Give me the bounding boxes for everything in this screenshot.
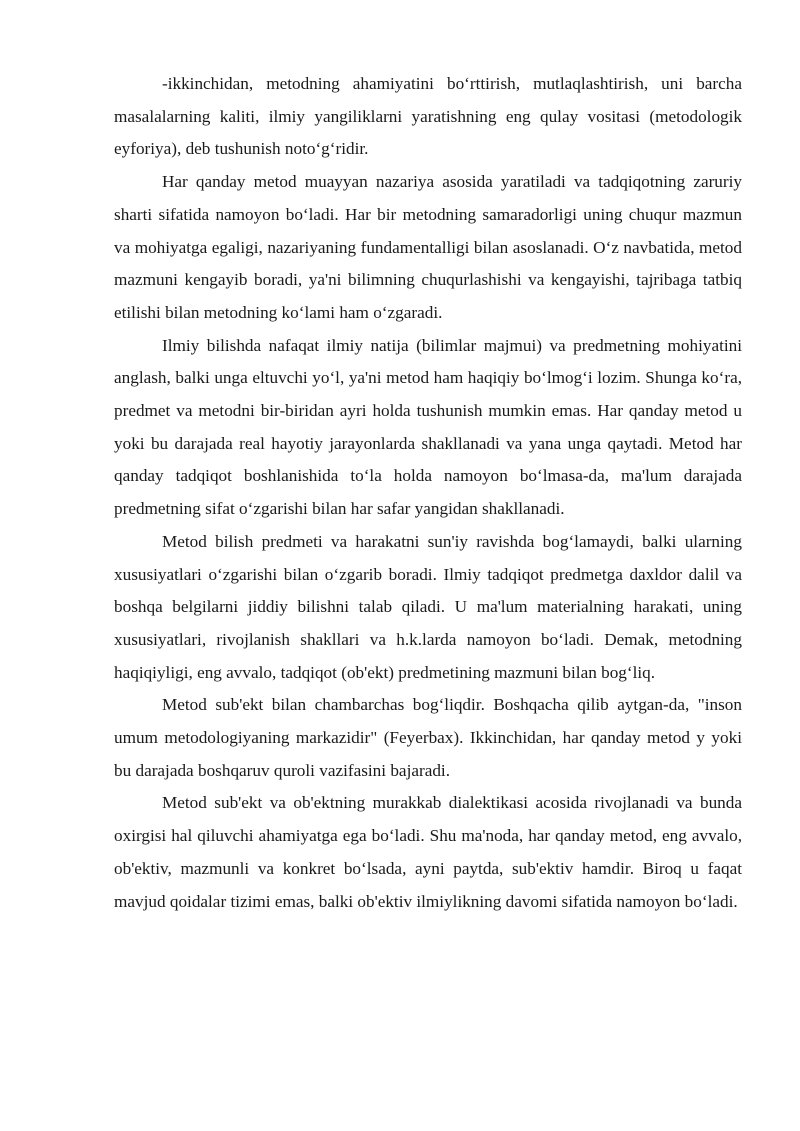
paragraph: Har qanday metod muayyan nazariya asosida yaratiladi va tadqiqotning zaruriy sharti sifatida namoyon bo‘ladi. Har bir metodning samaradorligi uning chuqur mazmun va mohiyatga egaligi, nazariyaning fundamentalligi bilan asoslanadi. O‘z navbatida, metod mazmuni kengayib boradi, ya'ni bilimning chuqurlashishi va kengayishi, tajribaga tatbiq etilishi bilan metodning ko‘lami ham o‘zgaradi. xyxy=(114,172,742,322)
paragraph: Metod sub'ekt va ob'ektning murakkab dialektikasi acosida rivojlanadi va bunda oxirgisi hal qiluvchi ahamiyatga ega bo‘ladi. Shu ma'noda, har qanday metod, eng avvalo, ob'ektiv, mazmunli va konkret bo‘lsada, ayni paytda, sub'ektiv hamdir. Biroq u faqat mavjud qoidalar tizimi emas, balki ob'ektiv ilmiylikning davomi sifatida namoyon bo‘ladi. xyxy=(114,793,742,911)
paragraph: -ikkinchidan, metodning ahamiyatini bo‘rttirish, mutlaqlashtirish, uni barcha masalalarning kaliti, ilmiy yangiliklarni yaratishning eng qulay vositasi (metodologik eyforiya), deb tushunish noto‘g‘ridir. xyxy=(114,74,742,159)
paragraph: Metod sub'ekt bilan chambarchas bog‘liqdir. Boshqacha qilib aytgan-da, "inson umum metodologiyaning markazidir" (Feyerbax). Ikkinchidan, har qanday metod y yoki bu darajada boshqaruv quroli vazifasini bajaradi. xyxy=(114,695,742,780)
paragraph: Ilmiy bilishda nafaqat ilmiy natija (bilimlar majmui) va predmetning mohiyatini anglash, balki unga eltuvchi yo‘l, ya'ni metod ham haqiqiy bo‘lmog‘i lozim. Shunga ko‘ra, predmet va metodni bir-biridan ayri holda tushunish mumkin emas. Har qanday metod u yoki bu darajada real hayotiy jarayonlarda shakllanadi va yana unga qaytadi. Metod har qanday tadqiqot boshlanishida to‘la holda namoyon bo‘lmasa-da, ma'lum darajada predmetning sifat o‘zgarishi bilan har safar yangidan shakllanadi. xyxy=(114,335,742,519)
paragraph: Metod bilish predmeti va harakatni sun'iy ravishda bog‘lamaydi, balki ularning xususiyatlari o‘zgarishi bilan o‘zgarib boradi. Ilmiy tadqiqot predmetga daxldor dalil va boshqa belgilarni jiddiy bilishni talab qiladi. U ma'lum materialning harakati, uning xususiyatlari, rivojlanish shakllari va h.k.larda namoyon bo‘ladi. Demak, metodning haqiqiyligi, eng avvalo, tadqiqot (ob'ekt) predmetining mazmuni bilan bog‘liq. xyxy=(114,531,742,682)
document-page xyxy=(114,68,742,918)
